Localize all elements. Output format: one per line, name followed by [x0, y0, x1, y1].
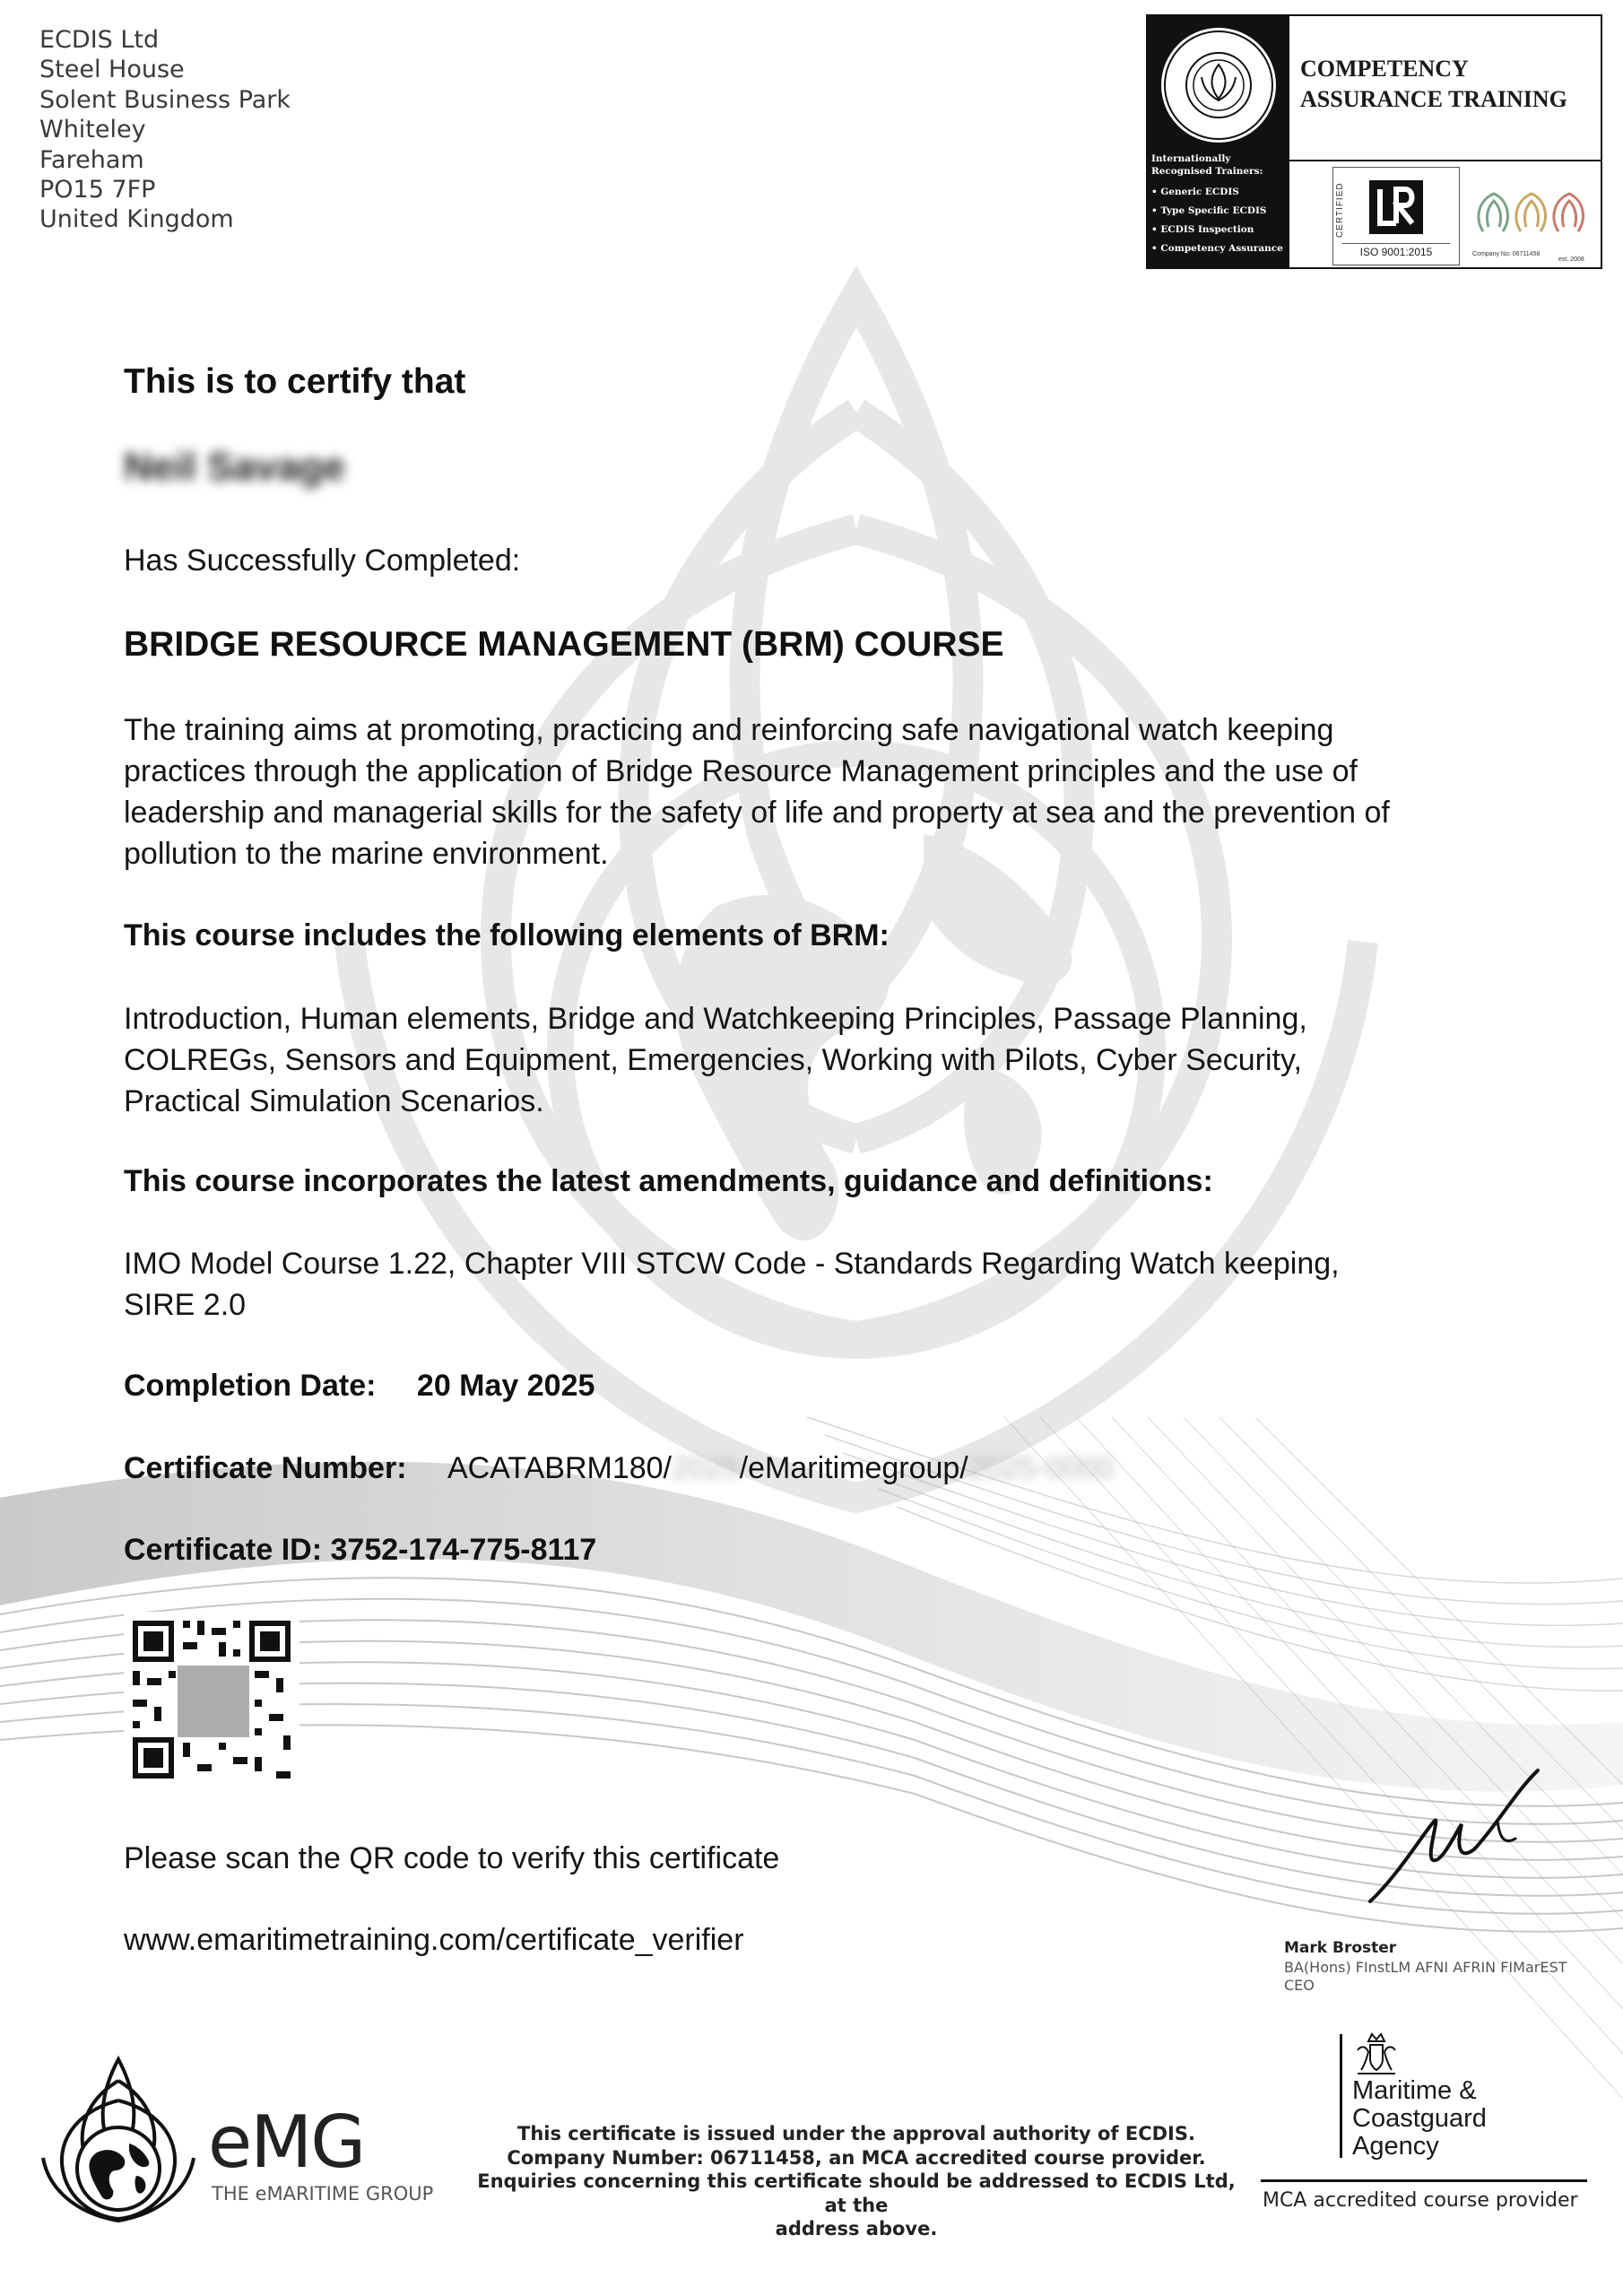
description-line: leadership and managerial skills for the safety of life and property at sea and the prevention of: [124, 796, 1390, 830]
completion-date-row: [124, 1369, 595, 1404]
trainer-list-item: • ECDIS Inspection: [1151, 221, 1288, 239]
certificate-number-row: [124, 1451, 1114, 1486]
footer-line: address above.: [775, 2218, 938, 2239]
signatory-role: CEO: [1284, 1977, 1315, 1994]
certificate-number-redacted: 2025: [672, 1451, 740, 1485]
badge-title-line: ASSURANCE TRAINING: [1300, 86, 1567, 112]
lr-certification-box: [1332, 167, 1460, 265]
badge-divider: [1289, 160, 1601, 161]
issuance-statement: [466, 2122, 1246, 2241]
course-amendments: [124, 1243, 1541, 1326]
footer-line: Company Number: 06711458, an MCA accredited course provider.: [507, 2146, 1206, 2169]
badge-title-line: COMPETENCY: [1300, 56, 1469, 82]
elements-line: Introduction, Human elements, Bridge and Watchkeeping Principles, Passage Planning,: [124, 1002, 1307, 1036]
qr-instruction: Please scan the QR code to verify this certificate: [124, 1841, 780, 1875]
elements-line: Practical Simulation Scenarios.: [124, 1084, 544, 1118]
description-line: pollution to the marine environment.: [124, 837, 609, 871]
certificate-id-label: Certificate ID:: [124, 1533, 323, 1567]
address-line: Steel House: [39, 56, 185, 84]
trainer-list: [1151, 152, 1288, 258]
badge-title: [1300, 54, 1567, 115]
mca-line: Agency: [1352, 2132, 1439, 2161]
signatory-name: Mark Broster: [1284, 1939, 1397, 1957]
elements-line: COLREGs, Sensors and Equipment, Emergencies, Working with Pilots, Cyber Security,: [124, 1043, 1302, 1077]
ceo-signature: [1363, 1767, 1542, 1915]
certificate-id-value: 3752-174-775-8117: [330, 1533, 597, 1567]
trainer-list-heading: Internationally Recognised Trainers:: [1151, 153, 1263, 177]
description-line: The training aims at promoting, practicing and reinforcing safe navigational watch keeping: [124, 713, 1334, 747]
mca-logo-text: [1352, 2077, 1487, 2161]
certificate-number-label: Certificate Number:: [124, 1451, 407, 1485]
certificate-id-row: [124, 1533, 596, 1568]
amendments-line: SIRE 2.0: [124, 1288, 247, 1322]
address-line: Solent Business Park: [39, 85, 291, 114]
issuer-address: [39, 25, 291, 235]
course-elements: [124, 998, 1541, 1122]
course-description: [124, 709, 1541, 874]
address-line: Whiteley: [39, 116, 146, 144]
verification-url[interactable]: www.emaritimetraining.com/certificate_verifier: [124, 1923, 744, 1957]
mca-vertical-rule: [1340, 2034, 1342, 2158]
lloyds-register-logo-icon: [1369, 180, 1423, 234]
amendments-heading: This course incorporates the latest amendments, guidance and definitions:: [124, 1164, 1213, 1198]
mca-horizontal-rule: [1261, 2179, 1587, 2182]
certificate-number-redacted: 2025-0000: [968, 1451, 1115, 1485]
mca-line: Maritime &: [1352, 2076, 1477, 2105]
address-line: United Kingdom: [39, 205, 234, 234]
emg-emblem-logo: [36, 2054, 202, 2224]
iso-label: ISO 9001:2015: [1342, 243, 1450, 258]
certificate-number-middle: /eMaritimegroup/: [739, 1451, 968, 1485]
course-title: BRIDGE RESOURCE MANAGEMENT (BRM) COURSE: [124, 625, 1004, 664]
trainer-list-item: • Competency Assurance: [1151, 239, 1288, 258]
address-line: ECDIS Ltd: [39, 26, 160, 54]
address-line: PO15 7FP: [39, 176, 156, 204]
address-line: Fareham: [39, 145, 144, 174]
company-number-small: Company No: 06711458: [1472, 251, 1541, 257]
accreditation-badge: [1146, 14, 1602, 269]
signatory-qualifications: BA(Hons) FInstLM AFNI AFRIN FIMarEST: [1284, 1959, 1567, 1976]
verification-qr-code[interactable]: [124, 1612, 299, 1787]
badge-dark-panel: [1148, 16, 1289, 267]
trainer-list-item: • Generic ECDIS: [1151, 183, 1288, 202]
completion-date: 20 May 2025: [416, 1369, 595, 1403]
mca-accreditation-text: MCA accredited course provider: [1263, 2189, 1578, 2212]
completion-label: Completion Date:: [124, 1369, 377, 1403]
certified-label: CERTIFIED: [1335, 182, 1345, 238]
mca-line: Coastguard: [1352, 2104, 1487, 2133]
amendments-line: IMO Model Course 1.22, Chapter VIII STCW Code - Standards Regarding Watch keeping,: [124, 1247, 1340, 1281]
emg-tagline: THE eMARITIME GROUP: [212, 2183, 434, 2205]
trainer-list-item: • Type Specific ECDIS: [1151, 202, 1288, 221]
footer-line: This certificate is issued under the approval authority of ECDIS.: [517, 2123, 1195, 2144]
completed-label: Has Successfully Completed:: [124, 544, 521, 578]
accreditation-seal-icon: [1157, 23, 1280, 147]
recipient-name: [124, 445, 345, 490]
elements-heading: This course includes the following elements of BRM:: [124, 918, 890, 952]
recipient-name-redacted: Neil Savage: [124, 445, 346, 489]
established-small: est. 2008: [1558, 257, 1584, 263]
certify-intro: This is to certify that: [124, 362, 466, 401]
footer-line: Enquiries concerning this certificate should be addressed to ECDIS Ltd, at the: [477, 2170, 1236, 2216]
laurel-wreaths-icon: [1474, 187, 1591, 240]
royal-crest-icon: [1345, 2029, 1408, 2083]
emg-wordmark: eMG: [208, 2100, 365, 2184]
certificate-number-prefix: ACATABRM180/: [447, 1451, 673, 1485]
description-line: practices through the application of Bridge Resource Management principles and the use of: [124, 754, 1358, 788]
